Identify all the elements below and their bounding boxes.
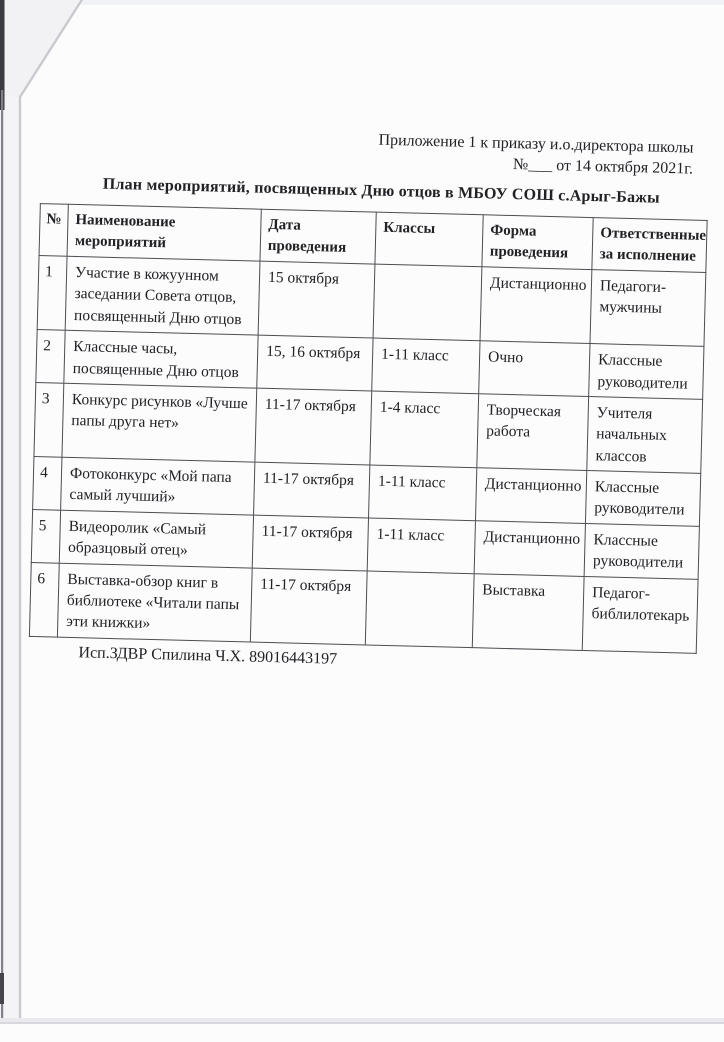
cell-classes: 1-11 класс bbox=[372, 338, 480, 393]
appendix-line-1: Приложение 1 к приказу и.о.директора школы bbox=[378, 131, 694, 157]
header-cell-event-name: Наименование мероприятий bbox=[67, 204, 261, 261]
header-cell-classes: Классы bbox=[375, 212, 483, 267]
cell-number: 5 bbox=[31, 509, 60, 562]
cell-responsible: Классные руководители bbox=[585, 470, 700, 526]
header-cell-format: Форма проведения bbox=[482, 215, 593, 270]
cell-number: 2 bbox=[36, 330, 65, 383]
cell-date: 11-17 октября bbox=[250, 568, 367, 645]
cell-format: Творческая работа bbox=[477, 394, 589, 471]
cell-event-name: Классные часы, посвященные Дню отцов bbox=[64, 330, 258, 388]
cell-event-name: Участие в кожуунном заседании Совета отцов, посвященный Дню отцов bbox=[65, 256, 260, 335]
cell-classes: 1-4 класс bbox=[370, 391, 479, 468]
cell-responsible: Учителя начальных классов bbox=[587, 396, 703, 473]
cell-format: Выставка bbox=[472, 573, 584, 650]
cell-format: Дистанционно bbox=[474, 520, 585, 576]
events-table bbox=[29, 203, 708, 653]
cell-date: 11-17 октября bbox=[252, 515, 368, 571]
executor-note: Исп.ЗДВР Спилина Ч.Х. 89016443197 bbox=[78, 644, 338, 668]
cell-event-name: Фотоконкурс «Мой папа самый лучший» bbox=[61, 457, 255, 515]
cell-number: 6 bbox=[29, 562, 59, 637]
header-cell-date: Дата проведения bbox=[260, 209, 376, 264]
header-cell-responsible: Ответственные за исполнение bbox=[592, 218, 707, 273]
table-row-6 bbox=[29, 562, 698, 653]
cell-format: Очно bbox=[479, 341, 590, 397]
cell-responsible: Классные руководители bbox=[589, 344, 704, 400]
cell-date: 11-17 октября bbox=[254, 462, 370, 518]
cell-number: 1 bbox=[37, 256, 67, 331]
cell-classes: 1-11 класс bbox=[369, 465, 477, 520]
cell-format: Дистанционно bbox=[475, 468, 586, 524]
appendix-line-2: №___ от 14 октября 2021г. bbox=[512, 156, 694, 178]
cell-event-name: Выставка-обзор книг в библиотеке «Читали папы эти книжки» bbox=[57, 563, 252, 642]
cell-date: 15 октября bbox=[258, 261, 375, 338]
cell-date: 15, 16 октября bbox=[257, 335, 373, 391]
header-cell-number: № bbox=[39, 204, 68, 257]
cell-classes bbox=[373, 264, 482, 341]
cell-classes: 1-11 класс bbox=[367, 518, 475, 573]
cell-responsible: Педагог-библилотекарь bbox=[582, 576, 698, 653]
cell-responsible: Педагоги-мужчины bbox=[590, 270, 706, 347]
appendix-reference-block bbox=[378, 130, 694, 180]
cell-format: Дистанционно bbox=[480, 267, 592, 344]
cell-responsible: Классные руководители bbox=[584, 523, 699, 579]
cell-classes bbox=[365, 570, 474, 647]
cell-event-name: Видеоролик «Самый образцовый отец» bbox=[59, 510, 253, 568]
cell-number: 4 bbox=[33, 457, 62, 510]
page-title: План мероприятий, посвященных Дню отцов в МБОУ СОШ с.Арыг-Бажы bbox=[102, 175, 660, 207]
cell-event-name: Конкурс рисунков «Лучше папы друга нет» bbox=[62, 383, 257, 462]
cell-date: 11-17 октября bbox=[255, 388, 372, 465]
cell-number: 3 bbox=[34, 382, 64, 457]
